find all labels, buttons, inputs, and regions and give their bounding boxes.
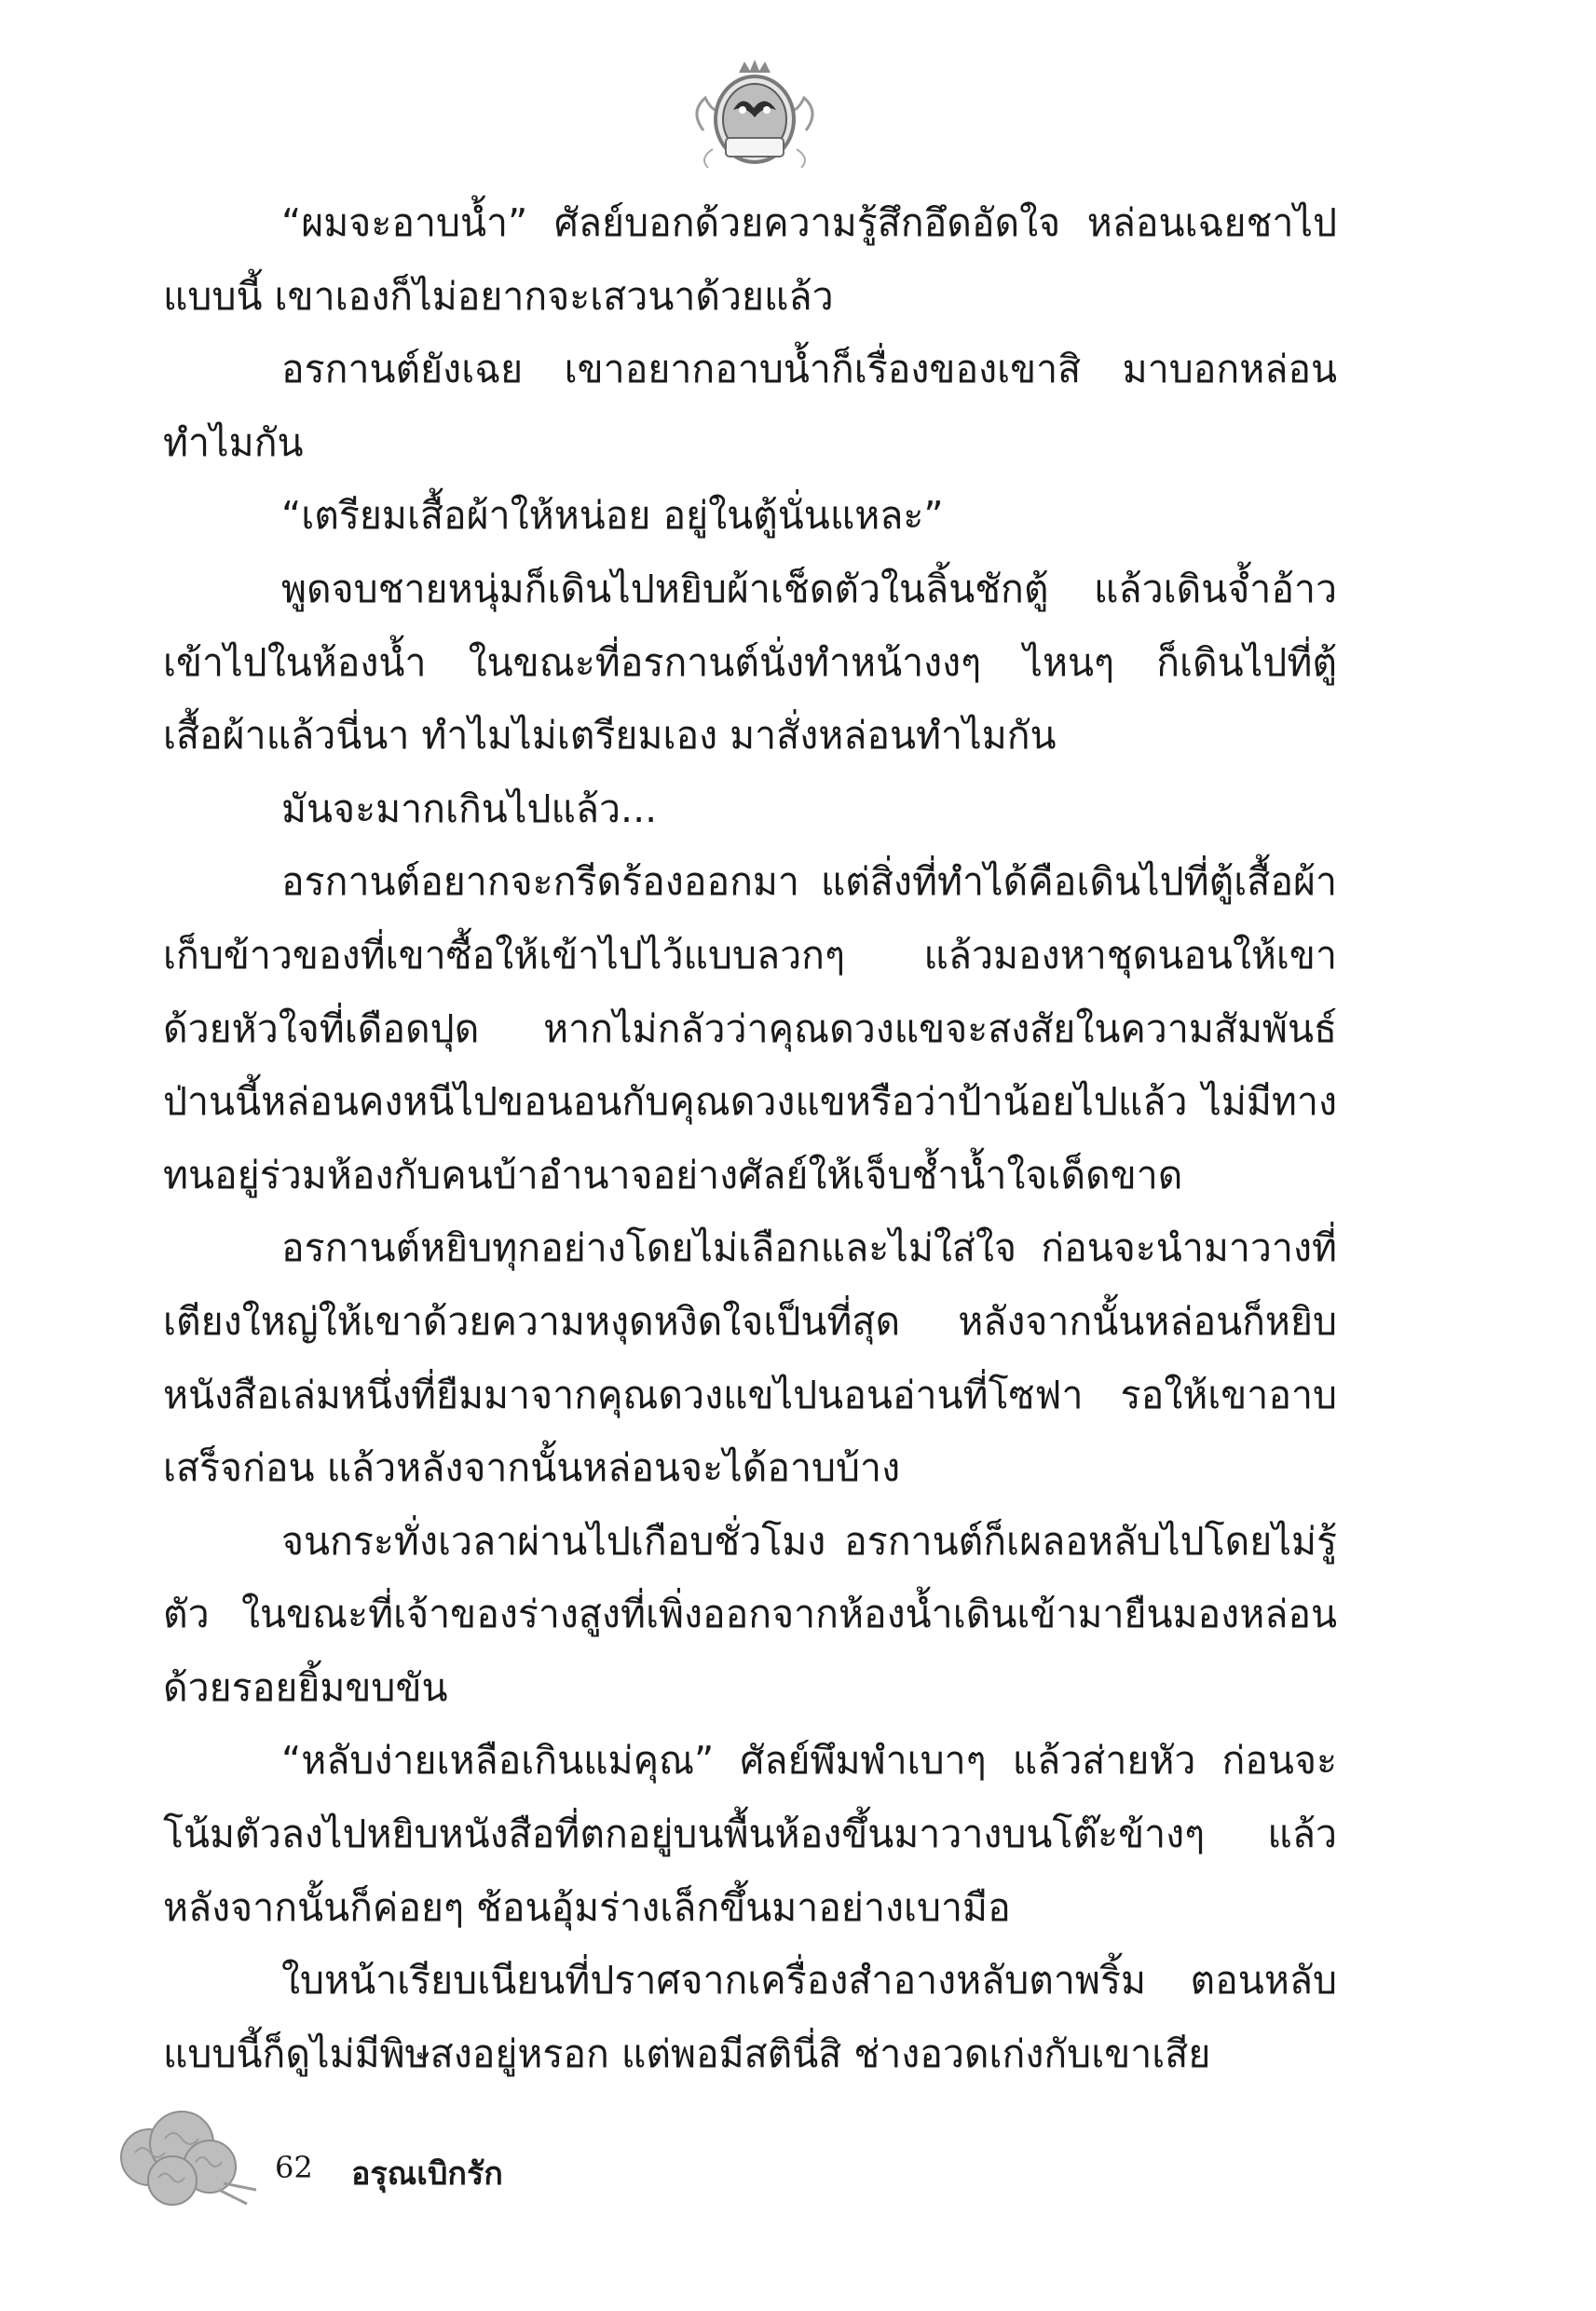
paragraph: “ผมจะอาบน้ำ” ศัลย์บอกด้วยความรู้สึกอึดอัดใจ หล่อนเฉยชาไปแบบนี้ เขาเองก็ไม่อยากจะเสวนาด้วยแล้ว (163, 200, 1337, 319)
paragraph: อรกานต์อยากจะกรีดร้องออกมา แต่สิ่งที่ทำได้คือเดินไปที่ตู้เสื้อผ้าเก็บข้าวของที่เขาซื้อให้เข้าไปไว้แบบลวกๆ แล้วมองหาชุดนอนให้เขาด้วยหัวใจที่เดือดปุด หากไม่กลัวว่าคุณดวงแขจะสงสัยในความสัมพันธ์ป่านนี้หล่อนคงหนีไปขอนอนกับคุณดวงแขหรือว่าป้าน้อยไปแล้ว ไม่มีทางทนอยู่ร่วมห้องกับคนบ้าอำนาจอย่างศัลย์ให้เจ็บช้ำน้ำใจเด็ดขาด (163, 859, 1337, 1197)
paragraph: ใบหน้าเรียบเนียนที่ปราศจากเครื่องสำอางหลับตาพริ้ม ตอนหลับแบบนี้ก็ดูไม่มีพิษสงอยู่หรอก แต่พอมีสตินี่สิ ช่างอวดเก่งกับเขาเสีย (163, 1958, 1337, 2076)
ornamental-crest-icon (685, 56, 825, 177)
page-body (163, 186, 1337, 2090)
marigold-flower-icon (107, 2101, 266, 2222)
page-footer (107, 2101, 666, 2222)
paragraph: อรกานต์ยังเฉย เขาอยากอาบน้ำก็เรื่องของเขาสิ มาบอกหล่อนทำไมกัน (163, 347, 1337, 465)
paragraph: อรกานต์หยิบทุกอย่างโดยไม่เลือกและไม่ใส่ใจ ก่อนจะนำมาวางที่เตียงใหญ่ให้เขาด้วยความหงุดหงิดใจเป็นที่สุด หลังจากนั้นหล่อนก็หยิบหนังสือเล่มหนึ่งที่ยืมมาจากคุณดวงแขไปนอนอ่านที่โซฟา รอให้เขาอาบเสร็จก่อน แล้วหลังจากนั้นหล่อนจะได้อาบบ้าง (163, 1225, 1337, 1491)
header-logo (685, 56, 825, 177)
paragraph: พูดจบชายหนุ่มก็เดินไปหยิบผ้าเช็ดตัวในลิ้นชักตู้ แล้วเดินจ้ำอ้าวเข้าไปในห้องน้ำ ในขณะที่อรกานต์นั่งทำหน้างงๆ ไหนๆ ก็เดินไปที่ตู้เสื้อผ้าแล้วนี่นา ทำไมไม่เตรียมเอง มาสั่งหล่อนทำไมกัน (163, 566, 1337, 759)
page-number: 62 (275, 2150, 313, 2185)
paragraph: “หลับง่ายเหลือเกินแม่คุณ” ศัลย์พึมพำเบาๆ แล้วส่ายหัว ก่อนจะโน้มตัวลงไปหยิบหนังสือที่ตกอยู่บนพื้นห้องขึ้นมาวางบนโต๊ะข้างๆ แล้วหลังจากนั้นก็ค่อยๆ ช้อนอุ้มร่างเล็กขึ้นมาอย่างเบามือ (163, 1738, 1337, 1930)
book-title: อรุณเบิกรัก (351, 2155, 503, 2193)
paragraph: จนกระทั่งเวลาผ่านไปเกือบชั่วโมง อรกานต์ก็เผลอหลับไปโดยไม่รู้ตัว ในขณะที่เจ้าของร่างสูงที่เพิ่งออกจากห้องน้ำเดินเข้ามายืนมองหล่อนด้วยรอยยิ้มขบขัน (163, 1518, 1337, 1710)
paragraph: มันจะมากเกินไปแล้ว... (281, 786, 658, 831)
paragraph: “เตรียมเสื้อผ้าให้หน่อย อยู่ในตู้นั่นแหละ” (281, 493, 944, 539)
